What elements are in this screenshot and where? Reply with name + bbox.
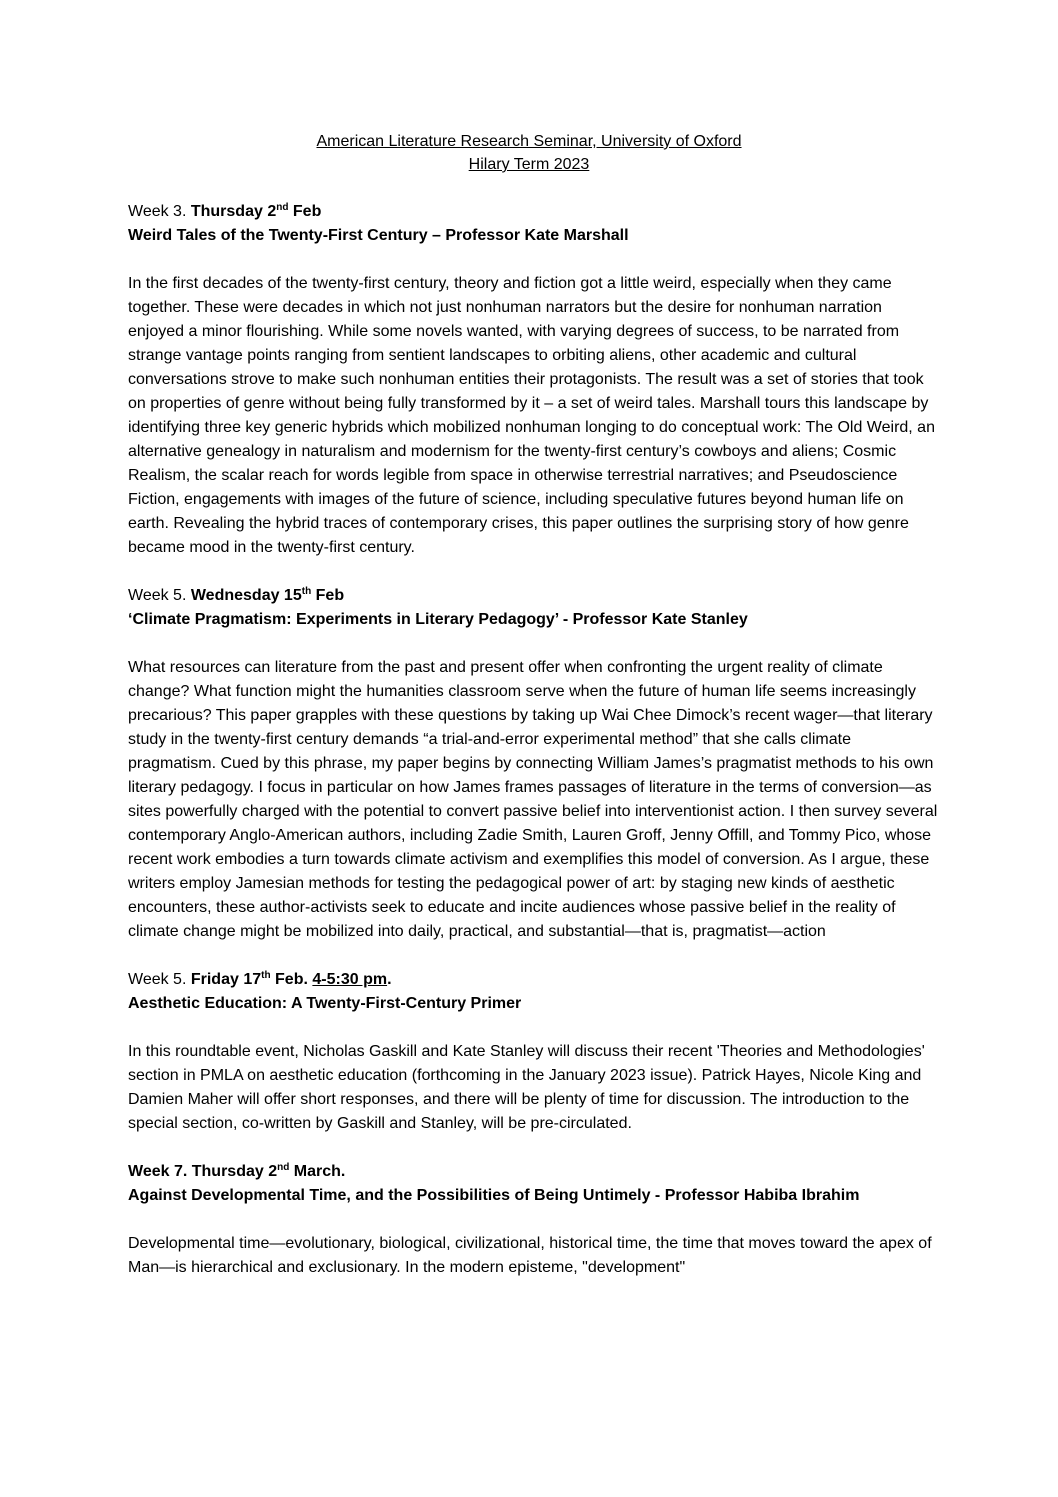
- event-week5-wednesday: [128, 584, 938, 944]
- event-abstract: Developmental time—evolutionary, biological, civilizational, historical time, the time that moves toward the apex of Man—is hierarchical and exclusionary. In the modern episteme, "development": [128, 1235, 932, 1276]
- event-date: [128, 968, 938, 992]
- event-day: Thursday 2nd Feb: [190, 202, 322, 220]
- event-week5-friday: [128, 968, 938, 1136]
- event-week7: [128, 1160, 938, 1280]
- event-week3: [128, 200, 938, 560]
- event-date: [128, 200, 938, 224]
- event-title: Aesthetic Education: A Twenty-First-Century Primer: [128, 995, 522, 1012]
- event-time: 4-5:30 pm: [312, 971, 388, 988]
- event-abstract: In the first decades of the twenty-first century, theory and fiction got a little weird, especially when they came together. These were decades in which not just nonhuman narrators but the desire for nonhuman narration enjoyed a minor flourishing. While some novels wanted, with varying degrees of success, to be narrated from strange vantage points ranging from sentient landscapes to orbiting aliens, other academic and cultural conversations strove to make such nonhuman entities their protagonists. The result was a set of stories that took on properties of genre without being fully transformed by it – a set of weird tales. Marshall tours this landscape by identifying three key generic hybrids which mobilized nonhuman longing to do conceptual work: The Old Weird, an alternative genealogy in naturalism and modernism for the twenty-first century’s cowboys and aliens; Cosmic Realism, the scalar reach for words legible from space in otherwise terrestrial narratives; and Pseudoscience Fiction, engagements with images of the future of science, including speculative futures beyond human life on earth. Revealing the hybrid traces of contemporary crises, this paper outlines the surprising story of how genre became mood in the twenty-first century.: [128, 275, 935, 556]
- event-week: Week 5.: [128, 587, 187, 604]
- event-abstract: In this roundtable event, Nicholas Gaskill and Kate Stanley will discuss their recent 'Theories and Methodologies' section in PMLA on aesthetic education (forthcoming in the January 2023 issue). Patrick Hayes, Nicole King and Damien Maher will offer short responses, and there will be plenty of time for discussion. The introduction to the special section, co-written by Gaskill and Stanley, will be pre-circulated.: [128, 1043, 925, 1132]
- event-day: Friday 17th Feb. 4-5:30 pm.: [190, 970, 392, 988]
- event-date: [128, 1160, 938, 1184]
- event-week: Week 5.: [128, 971, 187, 988]
- term-title: Hilary Term 2023: [468, 156, 590, 173]
- event-title: Against Developmental Time, and the Possibilities of Being Untimely - Professor Habiba Ibrahim: [128, 1187, 860, 1204]
- event-abstract: What resources can literature from the past and present offer when confronting the urgent reality of climate change? What function might the humanities classroom serve when the future of human life seems increasingly precarious? This paper grapples with these questions by taking up Wai Chee Dimock’s recent wager—that literary study in the twenty-first century demands “a trial-and-error experimental method” that she calls climate pragmatism. Cued by this phrase, my paper begins by connecting William James’s pragmatist methods to his own literary pedagogy. I focus in particular on how James frames passages of literature in the terms of conversion—as sites powerfully charged with the potential to convert passive belief into interventionist action. I then survey several contemporary Anglo-American authors, including Zadie Smith, Lauren Groff, Jenny Offill, and Tommy Pico, whose recent work embodies a turn towards climate activism and exemplifies this model of conversion. As I argue, these writers employ Jamesian methods for testing the pedagogical power of art: by staging new kinds of aesthetic encounters, these author-activists seek to educate and incite audiences whose passive belief in the reality of climate change might be mobilized into daily, practical, and substantial—that is, pragmatist—action: [128, 659, 938, 940]
- event-week: Week 3.: [128, 203, 187, 220]
- seminar-title: American Literature Research Seminar, University of Oxford: [316, 133, 742, 150]
- event-week: Week 7.: [128, 1163, 188, 1180]
- seminar-schedule: [128, 200, 938, 1304]
- event-title: Weird Tales of the Twenty-First Century – Professor Kate Marshall: [128, 227, 629, 244]
- event-title: ‘Climate Pragmatism: Experiments in Literary Pedagogy’ - Professor Kate Stanley: [128, 611, 748, 628]
- event-date: [128, 584, 938, 608]
- event-day: Wednesday 15th Feb: [190, 586, 345, 604]
- event-day: Thursday 2nd March.: [191, 1162, 346, 1180]
